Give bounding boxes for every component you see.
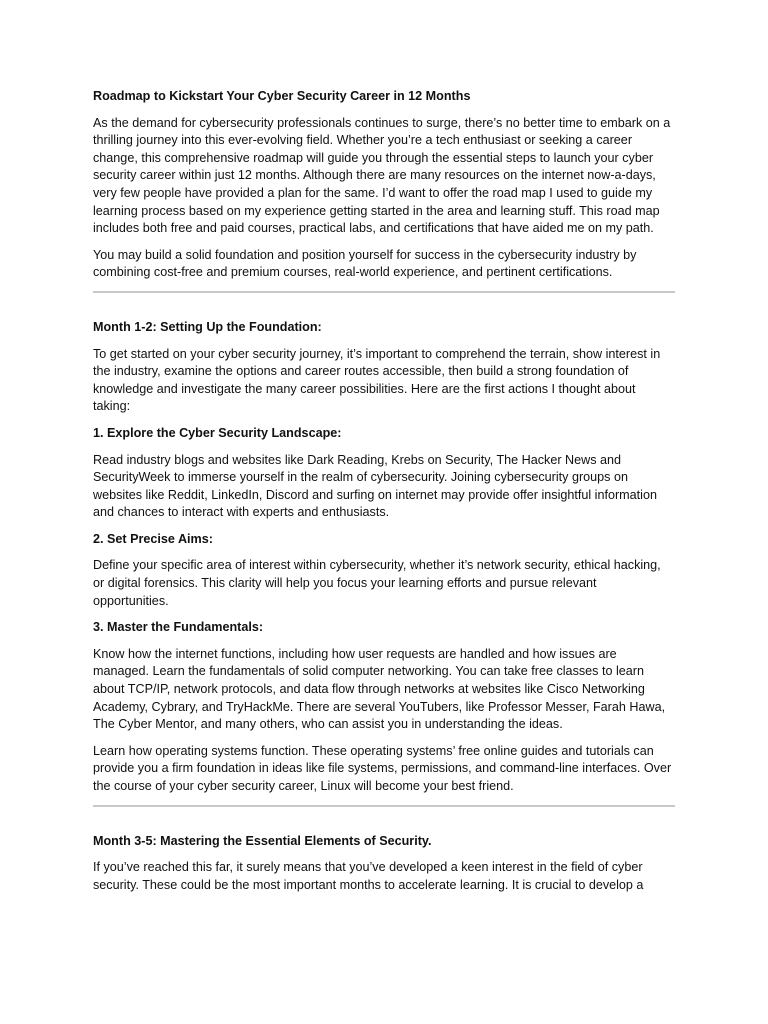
fundamentals-heading: 3. Master the Fundamentals: — [93, 620, 264, 635]
fundamentals-paragraph-2: Learn how operating systems function. These operating systems’ free online guides and tutorials can provide you a firm foundation in ideas like file systems, permissions, and command-line interfaces. Over the course of your cyber security career, Linux will become your best friend. — [93, 743, 672, 793]
explore-landscape-heading: 1. Explore the Cyber Security Landscape: — [93, 425, 342, 440]
month-1-2-heading: Month 1-2: Setting Up the Foundation: — [93, 319, 322, 334]
section-divider-2 — [93, 805, 675, 807]
document-page — [93, 88, 675, 903]
document-title: Roadmap to Kickstart Your Cyber Security Career in 12 Months — [93, 89, 471, 103]
explore-landscape-paragraph: Read industry blogs and websites like Dark Reading, Krebs on Security, The Hacker News and SecurityWeek to immerse yourself in the realm of cybersecurity. Joining cybersecurity groups on websites like Reddit, LinkedIn, Discord and surfing on internet may provide offer insightful information and chances to interact with experts and enthusiasts. — [93, 452, 657, 520]
intro-paragraph-1: As the demand for cybersecurity professionals continues to surge, there’s no better time to embark on a thrilling journey into this ever-evolving field. Whether you’re a tech enthusiast or seeking a career change, this comprehensive roadmap will guide you through the essential steps to launch your cyber security career within just 12 months. Although there are many resources on the internet now-a-days, very few people have provided a plan for the same. I’d want to offer the road map I used to guide my learning process based on my experience getting started in the area and learning stuff. This road map includes both free and paid courses, practical labs, and certifications that have aided me on my path. — [93, 115, 671, 236]
fundamentals-paragraph-1: Know how the internet functions, including how user requests are handled and how issues are managed. Learn the fundamentals of solid computer networking. You can take free classes to learn about TCP/IP, network protocols, and data flow through networks at websites like Cisco Networking Academy, Cybrary, and TryHackMe. There are several YouTubers, like Professor Messer, Farah Hawa, The Cyber Mentor, and many others, who can assist you in understanding the ideas. — [93, 646, 666, 732]
section-divider-1 — [93, 291, 675, 293]
set-aims-paragraph: Define your specific area of interest within cybersecurity, whether it’s network security, ethical hacking, or digital forensics. This clarity will help you focus your learning efforts and pursue relevant opportunities. — [93, 558, 661, 608]
month-3-5-heading: Month 3-5: Mastering the Essential Elements of Security. — [93, 833, 432, 848]
month-3-5-paragraph: If you’ve reached this far, it surely means that you’ve developed a keen interest in the field of cyber security. These could be the most important months to accelerate learning. It is crucial to develop a — [93, 860, 644, 892]
set-aims-heading: 2. Set Precise Aims: — [93, 531, 213, 546]
intro-paragraph-2: You may build a solid foundation and position yourself for success in the cybersecurity industry by combining cost-free and premium courses, real-world experience, and pertinent certifications. — [93, 247, 637, 280]
month-1-2-paragraph: To get started on your cyber security journey, it’s important to comprehend the terrain, show interest in the industry, examine the options and career routes accessible, then build a strong foundation of knowledge and investigate the many career possibilities. Here are the first actions I thought about taking: — [93, 346, 661, 414]
